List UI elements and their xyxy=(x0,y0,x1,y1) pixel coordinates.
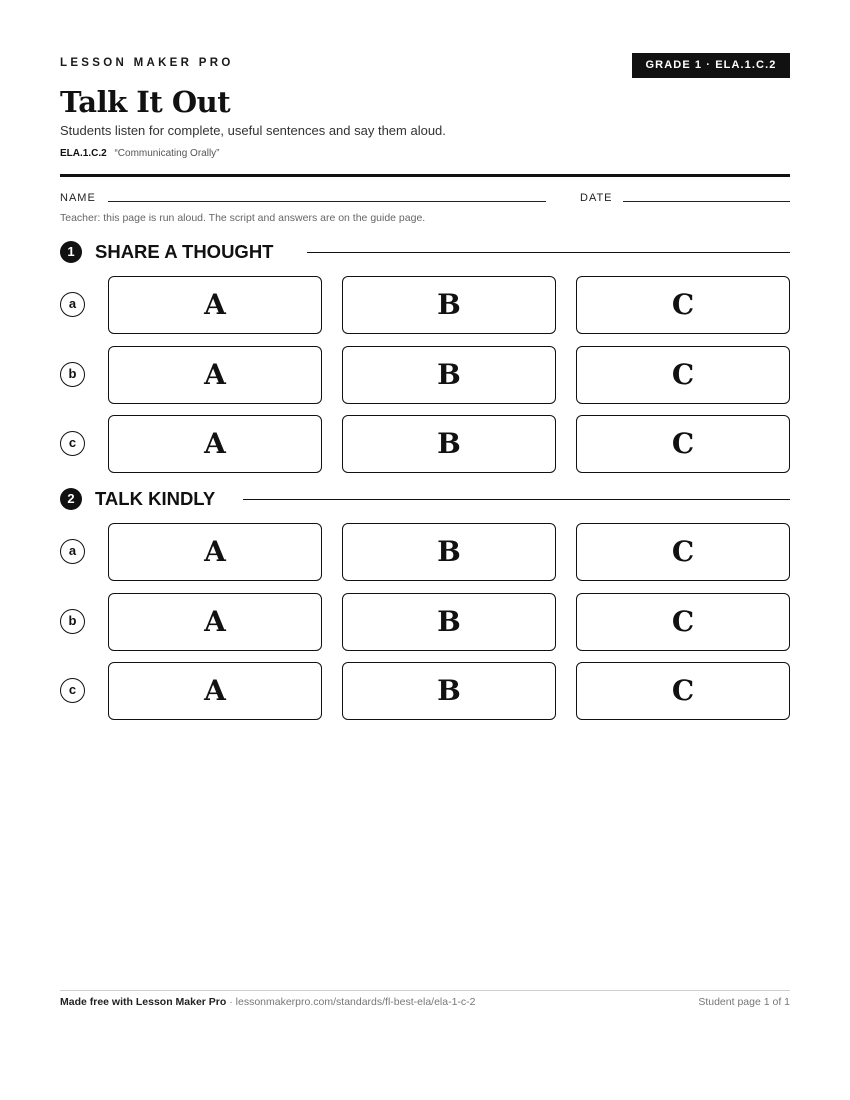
section-number-badge: 2 xyxy=(60,488,82,510)
choice-box[interactable]: C xyxy=(576,593,790,651)
section-rule xyxy=(243,499,790,500)
footer-credit xyxy=(60,996,476,1008)
row-letter-badge: c xyxy=(60,678,85,703)
date-label: DATE xyxy=(580,192,613,204)
row-letter-badge: c xyxy=(60,431,85,456)
row-letter-badge: b xyxy=(60,609,85,634)
footer-separator: · xyxy=(226,996,236,1008)
footer-page-number: Student page 1 of 1 xyxy=(698,996,790,1008)
choice-box[interactable]: B xyxy=(342,276,556,334)
date-line[interactable] xyxy=(623,201,790,202)
standard-line xyxy=(60,148,220,159)
name-label: NAME xyxy=(60,192,96,204)
choice-box[interactable]: B xyxy=(342,662,556,720)
choice-box[interactable]: A xyxy=(108,276,322,334)
page-subtitle: Students listen for complete, useful sentences and say them aloud. xyxy=(60,123,446,138)
choice-box[interactable]: A xyxy=(108,523,322,581)
standard-name: “Communicating Orally” xyxy=(114,148,220,159)
choice-box[interactable]: A xyxy=(108,415,322,473)
choice-box[interactable]: C xyxy=(576,346,790,404)
choice-box[interactable]: B xyxy=(342,346,556,404)
choice-box[interactable]: B xyxy=(342,523,556,581)
standard-code: ELA.1.C.2 xyxy=(60,148,107,159)
choice-box[interactable]: C xyxy=(576,415,790,473)
choice-box[interactable]: C xyxy=(576,523,790,581)
grade-badge: GRADE 1 · ELA.1.C.2 xyxy=(632,53,790,78)
choice-box[interactable]: C xyxy=(576,662,790,720)
choice-box[interactable]: C xyxy=(576,276,790,334)
teacher-note: Teacher: this page is run aloud. The script and answers are on the guide page. xyxy=(60,212,426,224)
row-letter-badge: a xyxy=(60,292,85,317)
name-line[interactable] xyxy=(108,201,546,202)
row-letter-badge: b xyxy=(60,362,85,387)
footer-url-link[interactable]: lessonmakerpro.com/standards/fl-best-ela/ela-1-c-2 xyxy=(235,996,476,1008)
choice-box[interactable]: A xyxy=(108,593,322,651)
footer-divider xyxy=(60,990,790,991)
footer-made-with: Made free with Lesson Maker Pro xyxy=(60,996,227,1008)
choice-box[interactable]: A xyxy=(108,346,322,404)
header-divider xyxy=(60,174,790,177)
choice-box[interactable]: A xyxy=(108,662,322,720)
section-rule xyxy=(307,252,790,253)
choice-box[interactable]: B xyxy=(342,593,556,651)
section-number-badge: 1 xyxy=(60,241,82,263)
section-header xyxy=(60,240,790,264)
choice-box[interactable]: B xyxy=(342,415,556,473)
brand-name: LESSON MAKER PRO xyxy=(60,57,234,69)
section-title: SHARE A THOUGHT xyxy=(95,241,274,262)
section-header xyxy=(60,487,790,511)
row-letter-badge: a xyxy=(60,539,85,564)
page-title: Talk It Out xyxy=(60,85,231,119)
section-title: TALK KINDLY xyxy=(95,488,216,509)
